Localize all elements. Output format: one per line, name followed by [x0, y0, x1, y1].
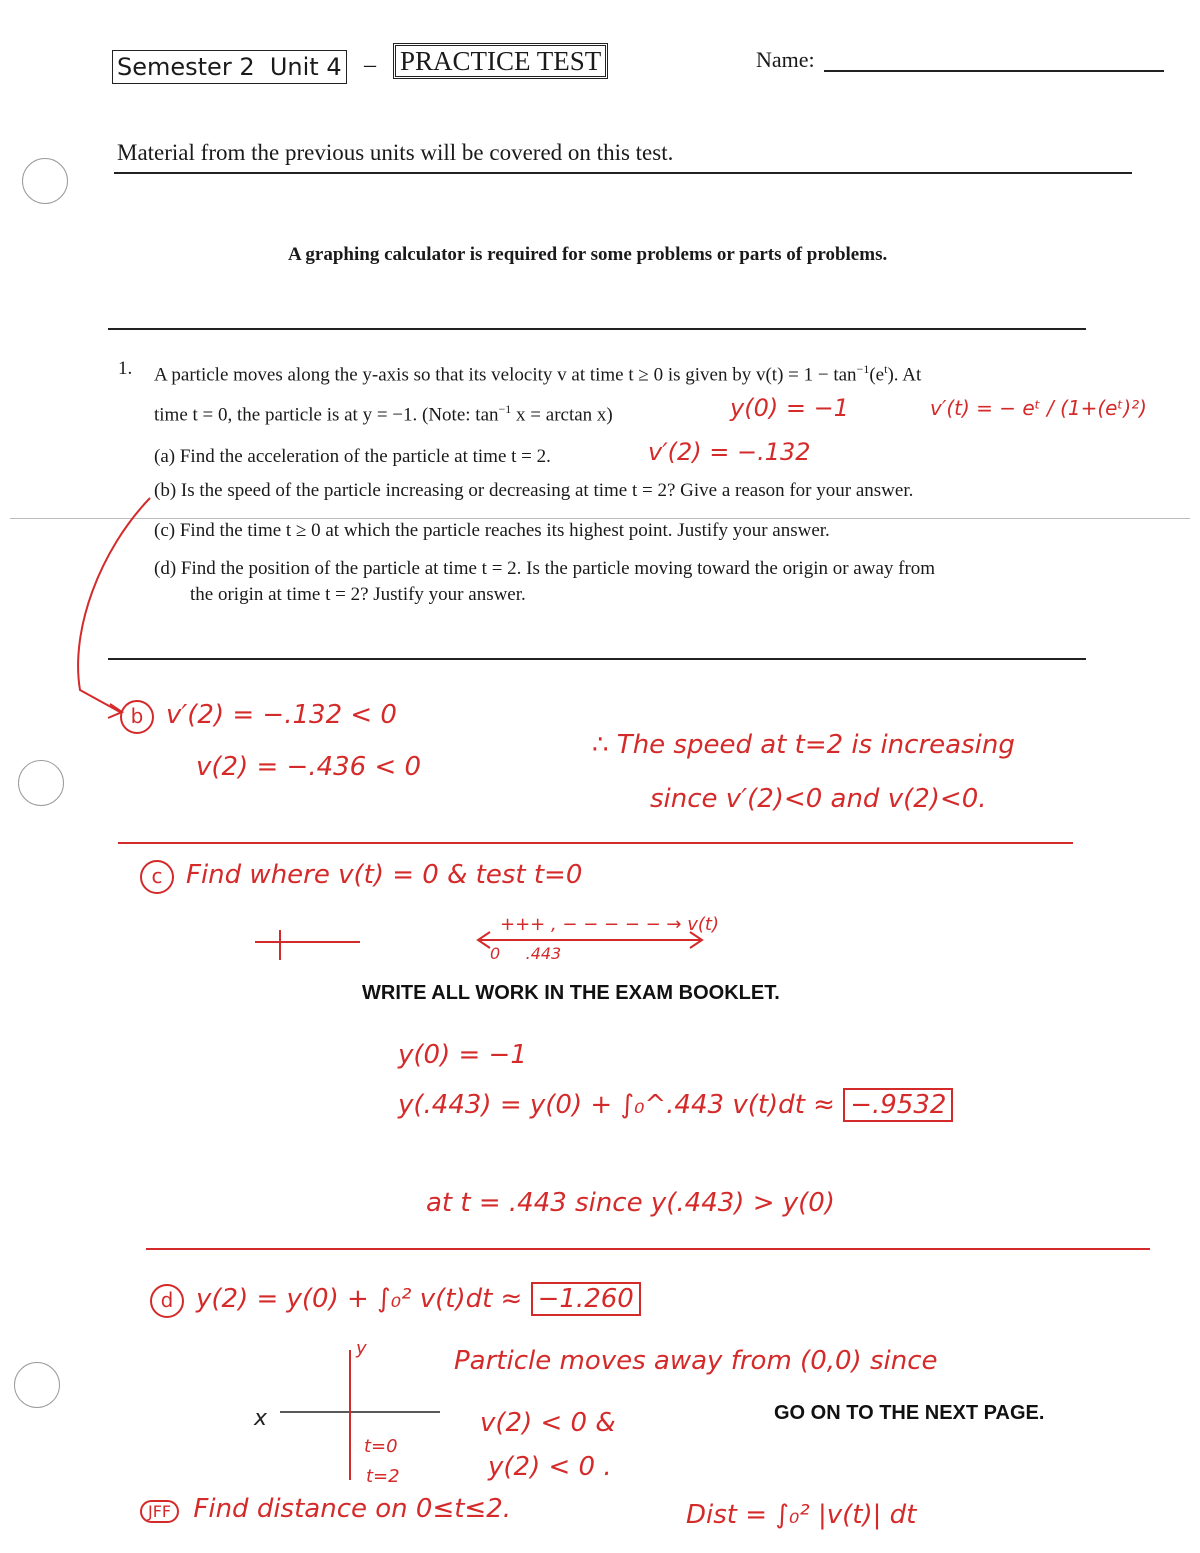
hand-c-sign: +++ , − − − − − → v(t): [500, 914, 719, 935]
material-underline: [114, 172, 1132, 174]
hand-c-conclusion: at t = .443 since y(.443) > y(0): [426, 1188, 835, 1218]
hand-jff-formula: Dist = ∫₀² |v(t)| dt: [686, 1500, 917, 1530]
red-divider-1: [118, 842, 1073, 844]
problem-1: 1. A particle moves along the y-axis so that its velocity v at time t ≥ 0 is given by $v(t) = 1 - \tan^{-1}(e^t)$. At time t = 0, the particle is at y = −1. (Note: $\tan^{-1} x = \arctan x$): [118, 358, 922, 426]
hand-c-mini-axis: [250, 920, 370, 970]
name-line: [824, 70, 1164, 72]
part-d-cont: the origin at time t = 2? Justify your answer.: [190, 584, 526, 605]
hand-y0: y(0) = −1: [730, 394, 849, 422]
hand-d-value-box: −1.260: [531, 1282, 641, 1316]
hand-d-block: d y(2) = y(0) + ∫₀² v(t)dt ≈ −1.260: [150, 1284, 641, 1318]
header-dash: –: [364, 52, 376, 78]
hand-axis-t0: t=0: [364, 1436, 398, 1457]
hand-axis-x: x: [254, 1406, 268, 1431]
hand-c-block: c Find where v(t) = 0 & test t=0: [140, 860, 582, 894]
binder-hole-2: [18, 760, 64, 806]
hand-d-reason-3: y(2) < 0 .: [488, 1452, 612, 1482]
problem-bottom-rule: [108, 658, 1086, 660]
hand-a-answer: v′(2) = −.132: [648, 438, 811, 466]
hand-c-integral: y(.443) = y(0) + ∫₀^.443 v(t)dt ≈ −.9532: [398, 1090, 953, 1120]
hand-d-reason-1: Particle moves away from (0,0) since: [454, 1346, 938, 1376]
problem-number: 1.: [118, 358, 133, 379]
test-title: PRACTICE TEST: [393, 43, 608, 79]
calculator-note: A graphing calculator is required for some problems or parts of problems.: [288, 244, 888, 265]
hand-c-ticks: 0 .443: [490, 944, 562, 963]
hand-axis-t2: t=2: [366, 1466, 400, 1487]
hand-b-line2: v(2) = −.436 < 0: [196, 752, 422, 782]
part-b: (b) Is the speed of the particle increasing or decreasing at time t = 2? Give a reason for your answer.: [154, 480, 914, 501]
hand-b-conclusion-2: since v′(2)<0 and v(2)<0.: [650, 784, 987, 814]
name-label: Name:: [756, 47, 815, 72]
faint-fold-line: [10, 518, 1190, 519]
problem-stem-1: A particle moves along the y-axis so that its velocity v at time t ≥ 0 is given by v(t) = 1 − tan: [154, 364, 857, 386]
hand-axis-y: y: [356, 1338, 367, 1359]
go-on-notice: GO ON TO THE NEXT PAGE.: [774, 1402, 1045, 1424]
red-divider-2: [146, 1248, 1150, 1250]
hand-c-y0: y(0) = −1: [398, 1040, 527, 1070]
hand-d-reason-2: v(2) < 0 &: [480, 1408, 616, 1438]
hand-c-value-box: −.9532: [843, 1088, 953, 1122]
hand-b-conclusion-1: ∴ The speed at t=2 is increasing: [592, 730, 1015, 760]
part-a: (a) Find the acceleration of the particle at time t = 2.: [154, 446, 551, 467]
hand-d-axes: [270, 1340, 450, 1490]
part-c: (c) Find the time t ≥ 0 at which the particle reaches its highest point. Justify your answer.: [154, 520, 830, 541]
hand-jff: JFF Find distance on 0≤t≤2.: [140, 1494, 511, 1524]
material-note: Material from the previous units will be covered on this test.: [117, 140, 674, 165]
binder-hole-1: [22, 158, 68, 204]
header-course: Semester 2 Unit 4: [112, 50, 347, 84]
hand-vprime-formula: v′(t) = − eᵗ / (1+(eᵗ)²): [930, 396, 1147, 420]
problem-top-rule: [108, 328, 1086, 330]
hand-b-block: b v′(2) = −.132 < 0: [120, 700, 397, 734]
red-arrow-to-b: [60, 490, 170, 730]
write-all-notice: WRITE ALL WORK IN THE EXAM BOOKLET.: [362, 982, 780, 1004]
part-d: (d) Find the position of the particle at time t = 2. Is the particle moving toward the origin or away from: [154, 558, 936, 579]
binder-hole-3: [14, 1362, 60, 1408]
problem-stem-2: time t = 0, the particle is at y = −1. (Note: tan: [154, 404, 499, 426]
